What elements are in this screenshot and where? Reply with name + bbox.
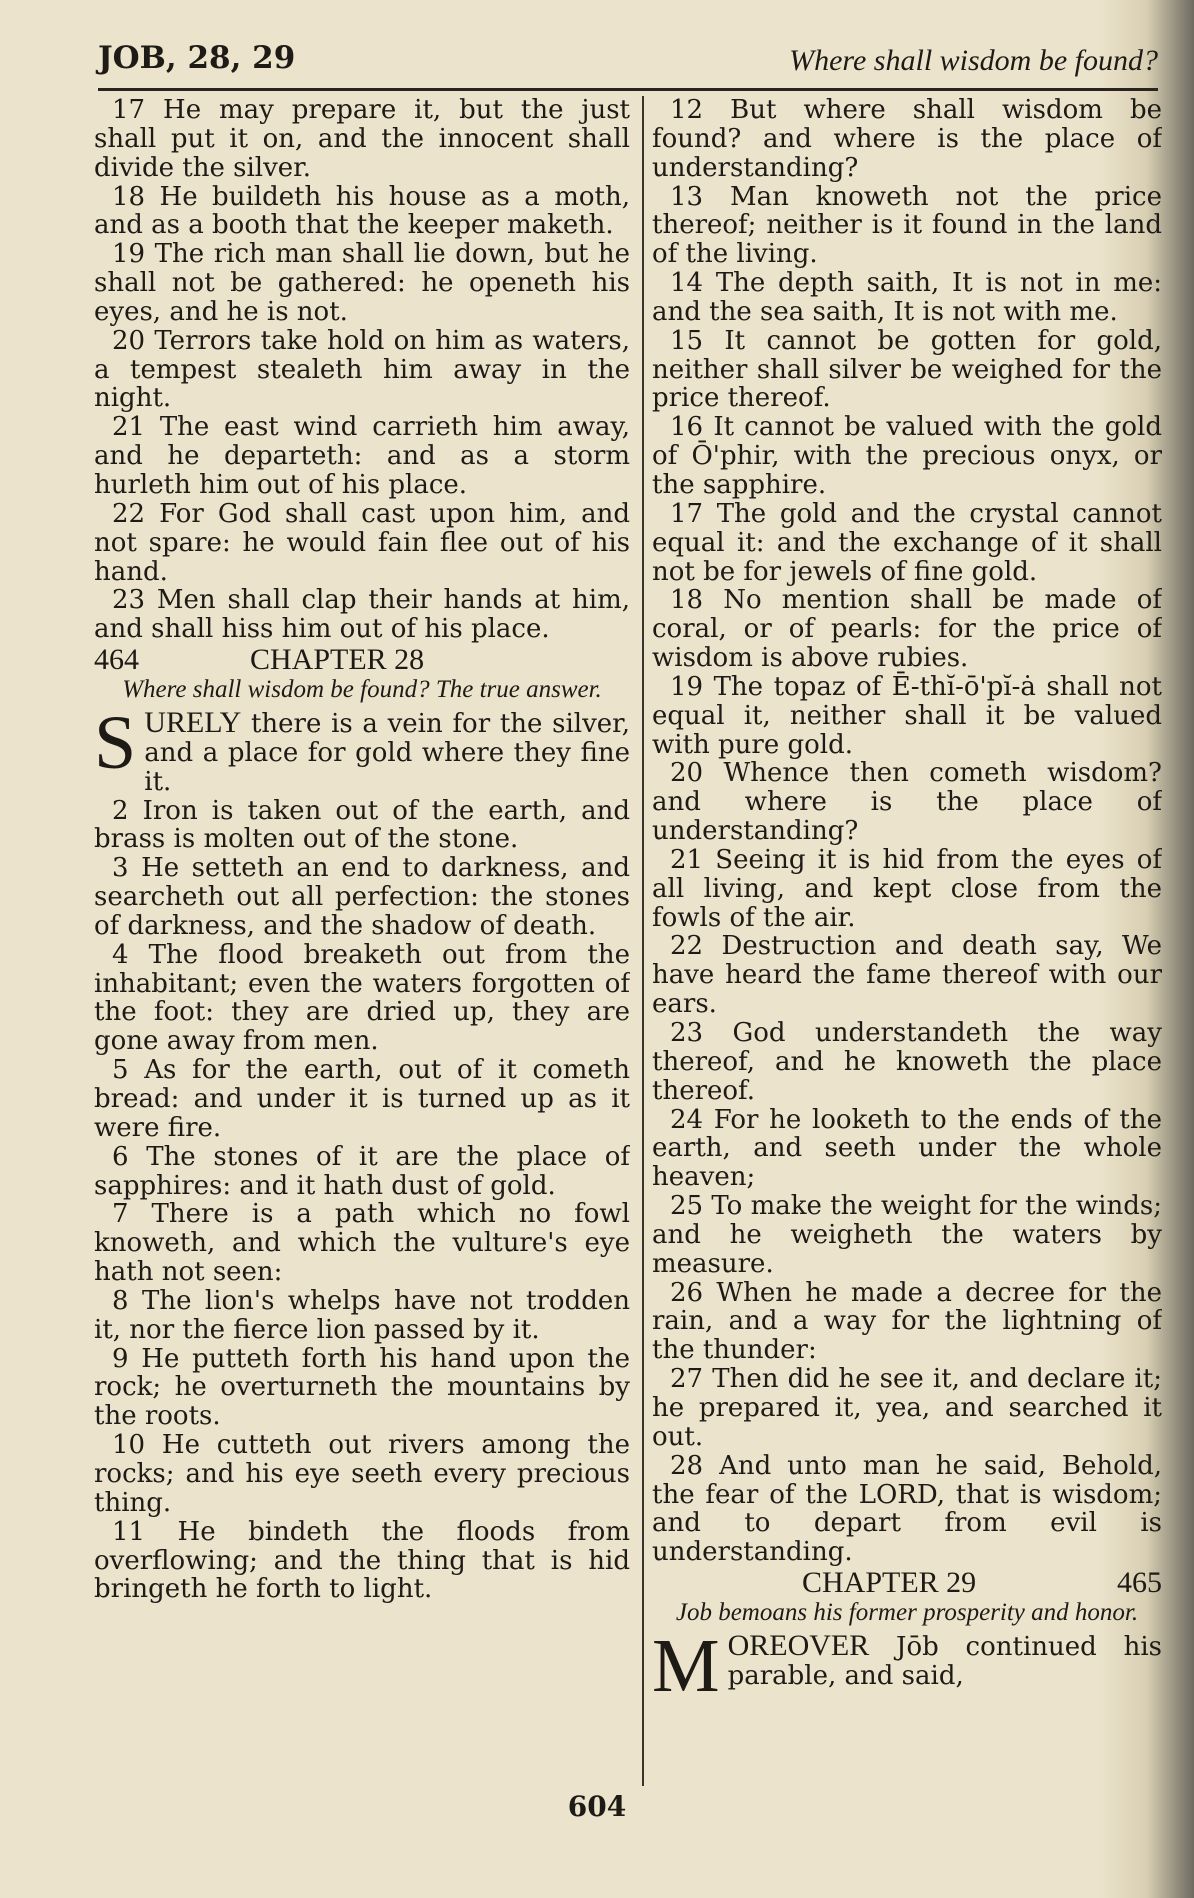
verse: 7 There is a path which no fowl knoweth, and which the vulture's eye hath not seen: xyxy=(94,1199,630,1288)
chapter-summary: Job bemoans his former prosperity and honor. xyxy=(675,1599,1139,1627)
verse: 25 To make the weight for the winds; and he weigheth the waters by measure. xyxy=(652,1191,1162,1279)
verse: 18 He buildeth his house as a moth, and as a booth that the keeper maketh. xyxy=(94,181,630,241)
verse: 20 Terrors take hold on him as waters, a tempest stealeth him away in the night. xyxy=(94,325,630,414)
opening-text: Jōb continued his parable, and said, xyxy=(727,1632,1162,1691)
chapter-heading xyxy=(652,1566,1162,1600)
verse: 15 It cannot be gotten for gold, neither shall silver be weighed for the price thereof. xyxy=(652,325,1162,414)
verse: 21 The east wind carrieth him away, and he departeth: and as a storm hurleth him out of his place. xyxy=(94,412,630,500)
verse: 22 For God shall cast upon him, and not spare: he would fain flee out of his hand. xyxy=(94,498,630,587)
header-rule xyxy=(98,88,1158,91)
verse: 24 For he looketh to the ends of the earth, and seeth under the whole heaven; xyxy=(652,1104,1162,1193)
verse: 12 But where shall wisdom be found? and where is the place of understanding? xyxy=(652,96,1162,183)
opening-text: there is a vein for the silver, and a place for gold where they fine it. xyxy=(144,709,630,797)
opening-caps: OREOVER xyxy=(727,1629,870,1663)
verse: 16 It cannot be valued with the gold of Ō'phir, with the precious onyx, or the sapphire. xyxy=(652,412,1162,500)
verse: 6 The stones of it are the place of sapphires: and it hath dust of gold. xyxy=(94,1141,630,1201)
column-divider xyxy=(642,96,644,1786)
opening-caps: URELY xyxy=(144,706,242,740)
header-topic: Where shall wisdom be found? xyxy=(789,44,1158,77)
verse: 9 He putteth forth his hand upon the rock; he overturneth the mountains by the roots. xyxy=(94,1343,630,1432)
verse: 21 Seeing it is hid from the eyes of all living, and kept close from the fowls of the air. xyxy=(652,844,1162,933)
chapter-summary: Where shall wisdom be found? The true answer. xyxy=(122,676,602,704)
verse: 26 When he made a decree for the rain, and a way for the lightning of the thunder: xyxy=(652,1277,1162,1366)
verse: 20 Whence then cometh wisdom? and where is the place of understanding? xyxy=(652,758,1162,847)
verse: 4 The flood breaketh out from the inhabitant; even the waters forgotten of the foot: they are dried up, they are gone away from men. xyxy=(94,939,630,1057)
verse: 14 The depth saith, It is not in me: and the sea saith, It is not with me. xyxy=(652,268,1162,327)
chapter-page-ref: 465 xyxy=(1117,1566,1162,1600)
drop-cap: S xyxy=(94,701,137,786)
chapter-title: CHAPTER 29 xyxy=(802,1566,977,1600)
verse: 19 The rich man shall lie down, but he shall not be gathered: he openeth his eyes, and he is not. xyxy=(94,239,630,327)
chapter-title: CHAPTER 28 xyxy=(250,643,425,677)
chapter-page-ref: 464 xyxy=(94,643,139,677)
verse: 10 He cutteth out rivers among the rocks; and his eye seeth every precious thing. xyxy=(94,1430,630,1518)
verse: 2 Iron is taken out of the earth, and brass is molten out of the stone. xyxy=(94,795,630,855)
verse: 17 The gold and the crystal cannot equal it: and the exchange of it shall not be for jewels of fine gold. xyxy=(652,498,1162,587)
verse: 27 Then did he see it, and declare it; he prepared it, yea, and searched it out. xyxy=(652,1364,1162,1452)
verse: 23 Men shall clap their hands at him, and shall hiss him out of his place. xyxy=(94,585,630,645)
verse: 3 He setteth an end to darkness, and searcheth out all perfection: the stones of darkness, and the shadow of death. xyxy=(94,853,630,941)
verse: 17 He may prepare it, but the just shall put it on, and the innocent shall divide the silver. xyxy=(94,96,630,183)
running-header xyxy=(98,40,1158,84)
chapter-opening-verse xyxy=(94,701,630,797)
verse: 13 Man knoweth not the price thereof; neither is it found in the land of the living. xyxy=(652,181,1162,270)
chapter-heading xyxy=(94,643,630,677)
verse: 22 Destruction and death say, We have heard the fame thereof with our ears. xyxy=(652,931,1162,1020)
verse: 5 As for the earth, out of it cometh bread: and under it is turned up as it were fire. xyxy=(94,1055,630,1143)
drop-cap: M xyxy=(652,1624,720,1709)
chapter-opening-verse xyxy=(652,1624,1162,1709)
header-book-chapters: JOB, 28, 29 xyxy=(98,40,296,76)
verse: 18 No mention shall be made of coral, or of pearls: for the price of wisdom is above rubies. xyxy=(652,585,1162,674)
verse: 19 The topaz of Ē-thĭ-ō'pĭ-ȧ shall not equal it, neither shall it be valued with pure gold. xyxy=(652,671,1162,760)
left-column xyxy=(94,96,630,1786)
page-number: 604 xyxy=(567,1790,627,1823)
verse: 23 God understandeth the way thereof, and he knoweth the place thereof. xyxy=(652,1018,1162,1106)
right-column xyxy=(652,96,1162,1786)
verse: 11 He bindeth the floods from overflowing; and the thing that is hid bringeth he forth to light. xyxy=(94,1516,630,1605)
verse: 28 And unto man he said, Behold, the fear of the LORD, that is wisdom; and to depart from evil is understanding. xyxy=(652,1450,1162,1568)
verse: 8 The lion's whelps have not trodden it, nor the fierce lion passed by it. xyxy=(94,1285,630,1345)
